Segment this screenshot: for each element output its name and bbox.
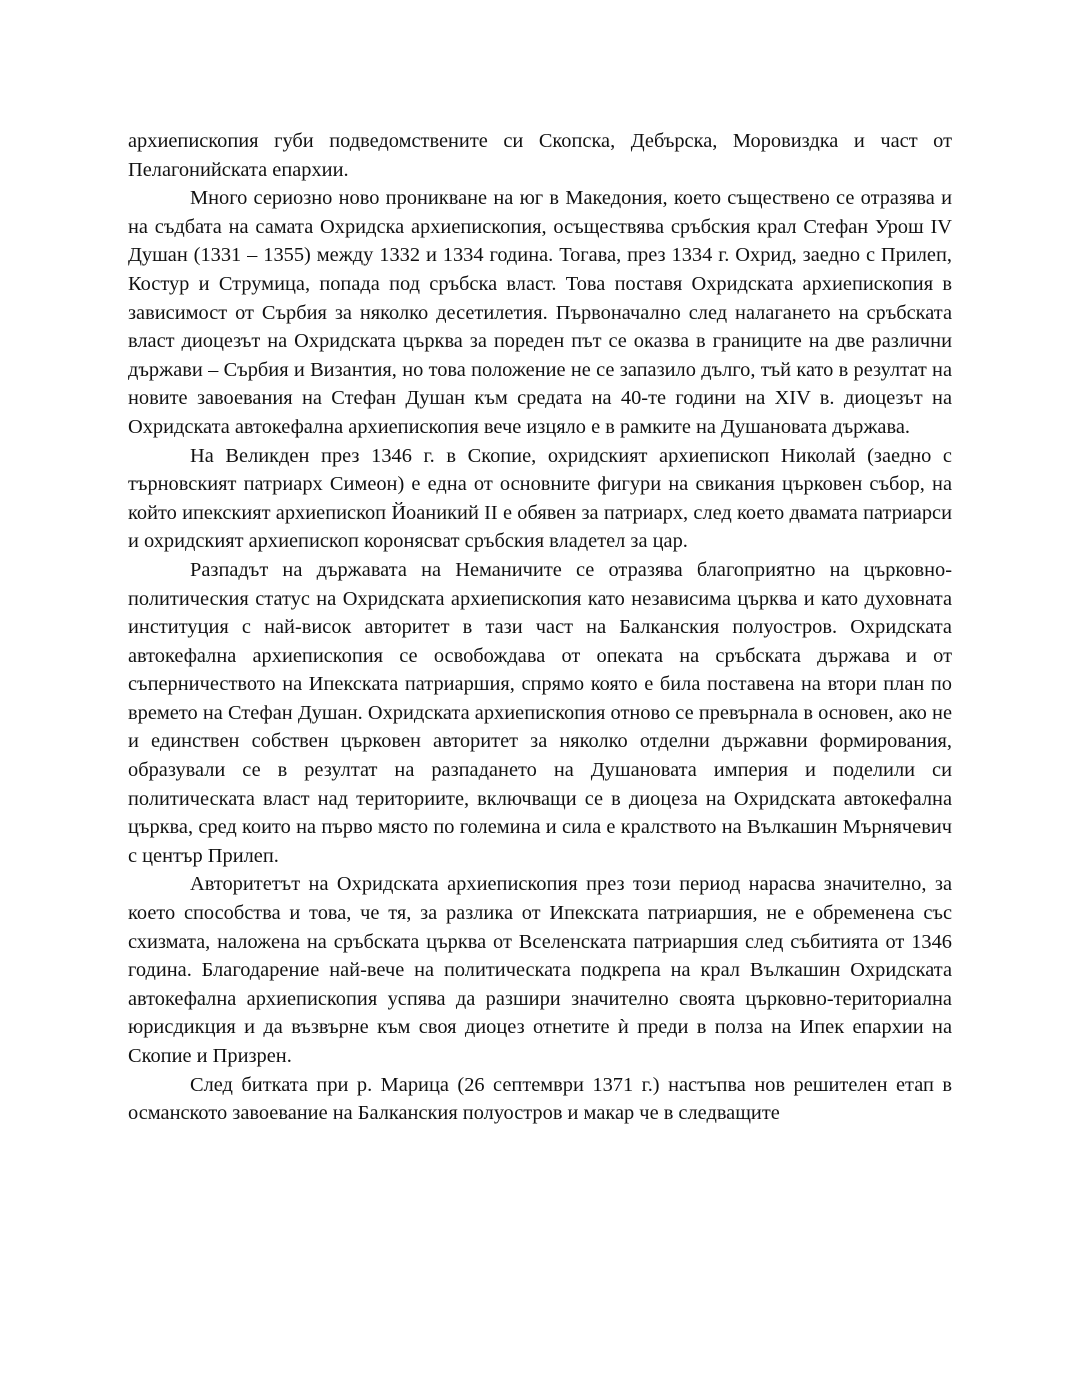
paragraph-1: архиепископия губи подведомствените си Скопска, Дебърска, Моровиздка и част от Пелагонийската епархии. (128, 130, 952, 181)
paragraph-6: След битката при р. Марица (26 септември 1371 г.) настъпва нов решителен етап в османското завоевание на Балканския полуостров и макар че в следващите (128, 1073, 952, 1125)
paragraph-5: Авторитетът на Охридската архиепископия през този период нарасва значително, за което способства и това, че тя, за разлика от Ипекската патриаршия, не е обременена със схизмата, наложена на сръбската църква от Вселенската патриаршия след събитията от 1346 година. Благодарение най-вече на политическата подкрепа на крал Вълкашин Охридската автокефална архиепископия успява да разшири значително своята църковно-териториална юрисдикция и да възвърне към своя диоцез отнетите ѝ преди в полза на Ипек епархии на Скопие и Призрен. (128, 873, 952, 1067)
paragraph-3: На Великден през 1346 г. в Скопие, охридският архиепископ Николай (заедно с търновският патриарх Симеон) е една от основните фигури на свикания църковен събор, на който ипекският архиепископ Йоаникий II е обявен за патриарх, след което двамата патриарси и охридският архиепископ коронясват сръбския владетел за цар. (128, 444, 952, 553)
paragraph-4: Разпадът на държавата на Неманичите се отразява благоприятно на църковно-политическия статус на Охридската архиепископия като независима църква и като духовната институция с най-висок авторитет в тази част на Балканския полуостров. Охридската автокефална архиепископия се освобождава от опеката на сръбската държава и от съперничеството на Ипекската патриаршия, спрямо която е била поставена на втори план по времето на Стефан Душан. Охридската архиепископия отново се превърнала в основен, ако не и единствен собствен църковен авторитет за няколко отделни държавни формирования, образували се в резултат на разпадането на Душановата империя и поделили си политическата власт над териториите, включващи се в диоцеза на Охридската автокефална църква, сред които на първо място по големина и сила е кралството на Вълкашин Мърнячевич с център Прилеп. (128, 558, 952, 867)
document-page (128, 127, 952, 1128)
paragraph-2: Много сериозно ново проникване на юг в Македония, което съществено се отразява и на съдбата на самата Охридска архиепископия, осъществява сръбския крал Стефан Урош IV Душан (1331 – 1355) между 1332 и 1334 година. Тогава, през 1334 г. Охрид, заедно с Прилеп, Костур и Струмица, попада под сръбска власт. Това поставя Охридската архиепископия в зависимост от Сърбия за няколко десетилетия. Първоначално след налагането на сръбската власт диоцезът на Охридската църква за пореден път се оказва в границите на две различни държави – Сърбия и Византия, но това положение не се запазило дълго, тъй като в резултат на новите завоевания на Стефан Душан към средата на 40-те години на XIV в. диоцезът на Охридската автокефална архиепископия вече изцяло е в рамките на Душановата държава. (128, 187, 952, 438)
